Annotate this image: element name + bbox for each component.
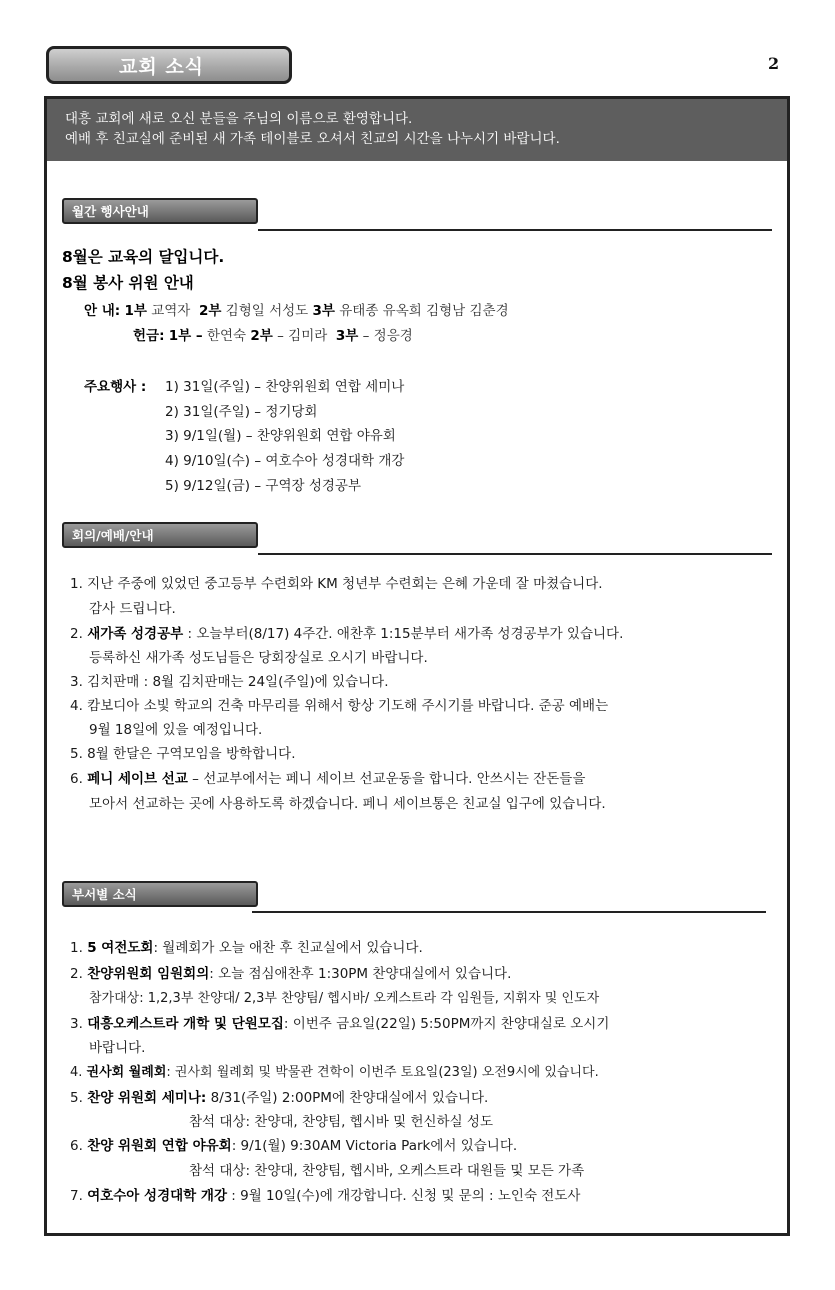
dept-item-1-num: 1. xyxy=(70,940,83,956)
welcome-line-2: 예배 후 친교실에 준비된 새 가족 테이블로 오셔서 친교의 시간을 나누시기 바랍니다. xyxy=(65,131,560,147)
dept-item-6-text: : 9/1(월) 9:30AM Victoria Park에서 있습니다. xyxy=(231,1138,518,1154)
dept-item-3-cont: 바랍니다. xyxy=(89,1040,146,1056)
meeting-item-4-cont: 9월 18일에 있을 예정입니다. xyxy=(89,722,263,738)
dept-item-1-title: 5 여전도회 xyxy=(87,940,154,956)
meeting-item-3: 3. 김치판매 : 8월 김치판매는 24일(주일)에 있습니다. xyxy=(70,674,389,690)
offering-p2-label: 2부 xyxy=(250,328,273,344)
dept-item-1-text: : 월례회가 오늘 애찬 후 친교실에서 있습니다. xyxy=(153,940,423,956)
dept-item-4-num: 4. xyxy=(70,1065,83,1080)
dept-item-5 xyxy=(70,1086,488,1106)
event-item: 1) 31일(주일) – 찬양위원회 연합 세미나 xyxy=(165,379,405,395)
meeting-item-2-num: 2. xyxy=(70,626,83,642)
dept-item-7 xyxy=(70,1184,580,1204)
event-item: 4) 9/10일(수) – 여호수아 성경대학 개강 xyxy=(165,453,405,469)
welcome-banner xyxy=(47,99,787,161)
meeting-item-1-cont: 감사 드립니다. xyxy=(89,601,176,617)
event-item: 3) 9/1일(월) – 찬양위원회 연합 야유회 xyxy=(165,428,396,444)
meeting-item-2-cont: 등록하신 새가족 성도님들은 당회장실로 오시기 바랍니다. xyxy=(89,650,428,666)
page-title: 교회 소식 xyxy=(46,46,292,84)
dept-item-5-title: 찬양 위원회 세미나: xyxy=(87,1090,207,1106)
meeting-item-6-title: 페니 세이브 선교 xyxy=(87,771,188,787)
section-heading-departments: 부서별 소식 xyxy=(62,881,258,907)
dept-item-6-num: 6. xyxy=(70,1138,83,1154)
usher-p2-names: 김형일 서성도 xyxy=(225,303,309,319)
meeting-item-6-text: – 선교부에서는 페니 세이브 선교운동을 합니다. 안쓰시는 잔돈들을 xyxy=(192,771,586,787)
dept-item-5-cont: 참석 대상: 찬양대, 찬양팀, 헵시바 및 헌신하실 성도 xyxy=(189,1114,493,1130)
dept-item-3-title: 대흥오케스트라 개학 및 단원모집 xyxy=(87,1016,284,1032)
dept-item-1 xyxy=(70,936,423,956)
usher-label: 안 내: xyxy=(84,303,121,319)
meeting-item-2 xyxy=(70,622,623,642)
event-item: 5) 9/12일(금) – 구역장 성경공부 xyxy=(165,478,361,494)
meeting-item-5: 5. 8월 한달은 구역모임을 방학합니다. xyxy=(70,746,296,762)
events-label: 주요행사 : xyxy=(84,379,147,395)
dept-item-5-text: 8/31(주일) 2:00PM에 찬양대실에서 있습니다. xyxy=(210,1090,489,1106)
section-heading-monthly: 월간 행사안내 xyxy=(62,198,258,224)
event-item: 2) 31일(주일) – 정기당회 xyxy=(165,404,318,420)
dept-item-2-text: : 오늘 점심애찬후 1:30PM 찬양대실에서 있습니다. xyxy=(209,966,512,982)
usher-p2-label: 2부 xyxy=(198,303,222,319)
dept-item-2-title: 찬양위원회 임원회의 xyxy=(87,966,210,982)
dept-item-4-text: : 권사회 월례회 및 박물관 견학이 이번주 토요일(23일) 오전9시에 있습니다. xyxy=(166,1065,599,1080)
offering-row xyxy=(133,324,413,344)
dept-item-2-num: 2. xyxy=(70,966,83,982)
meeting-item-6 xyxy=(70,767,585,787)
meeting-item-2-title: 새가족 성경공부 xyxy=(87,626,184,642)
welcome-line-1: 대흥 교회에 새로 오신 분들을 주님의 이름으로 환영합니다. xyxy=(65,111,413,127)
dept-item-4-title: 권사회 월례회 xyxy=(86,1065,167,1080)
usher-p3-names: 유태종 유옥희 김형남 김춘경 xyxy=(339,303,509,319)
page-number: 2 xyxy=(768,54,780,73)
dept-item-3-text: : 이번주 금요일(22일) 5:50PM까지 찬양대실로 오시기 xyxy=(283,1016,610,1032)
meeting-item-2-text: : 오늘부터(8/17) 4주간. 애찬후 1:15분부터 새가족 성경공부가 있습니다. xyxy=(187,626,624,642)
section-rule xyxy=(258,553,772,555)
dept-item-2 xyxy=(70,962,511,982)
dept-item-3 xyxy=(70,1012,609,1032)
offering-p3-label: 3부 xyxy=(335,328,359,344)
offering-p1-names: 한연숙 xyxy=(206,328,247,344)
volunteers-title: 8월 봉사 위원 안내 xyxy=(62,274,194,292)
dept-item-2-cont: 참가대상: 1,2,3부 찬양대/ 2,3부 찬양팀/ 헵시바/ 오케스트라 각 임원들, 지휘자 및 인도자 xyxy=(89,991,600,1006)
dept-item-6-cont: 참석 대상: 찬양대, 찬양팀, 헵시바, 오케스트라 대원들 및 모든 가족 xyxy=(189,1163,585,1179)
usher-row xyxy=(84,299,509,319)
usher-p1-names: 교역자 xyxy=(151,303,191,319)
usher-p3-label: 3부 xyxy=(312,303,335,319)
dept-item-5-num: 5. xyxy=(70,1090,83,1106)
offering-p1-label: 1부 – xyxy=(168,328,203,344)
dept-item-3-num: 3. xyxy=(70,1016,83,1032)
dept-item-6 xyxy=(70,1134,517,1154)
section-rule xyxy=(252,911,766,913)
month-theme: 8월은 교육의 달입니다. xyxy=(62,248,225,266)
dept-item-7-text: : 9월 10일(수)에 개강합니다. 신청 및 문의 : 노인숙 전도사 xyxy=(231,1188,581,1204)
dept-item-6-title: 찬양 위원회 연합 야유회 xyxy=(87,1138,232,1154)
section-rule xyxy=(258,229,772,231)
offering-p2-names: – 김미라 xyxy=(277,328,328,344)
usher-p1-label: 1부 xyxy=(124,303,147,319)
section-heading-meetings: 회의/예배/안내 xyxy=(62,522,258,548)
meeting-item-6-cont: 모아서 선교하는 곳에 사용하도록 하겠습니다. 페니 세이브통은 친교실 입구에 있습니다. xyxy=(89,796,606,812)
meeting-item-1: 1. 지난 주중에 있었던 중고등부 수련회와 KM 청년부 수련회는 은혜 가운데 잘 마쳤습니다. xyxy=(70,576,603,592)
meeting-item-6-num: 6. xyxy=(70,771,83,787)
dept-item-7-title: 여호수아 성경대학 개강 xyxy=(87,1188,227,1204)
dept-item-4 xyxy=(70,1061,599,1080)
dept-item-7-num: 7. xyxy=(70,1188,83,1204)
meeting-item-4: 4. 캄보디아 소빛 학교의 건축 마무리를 위해서 항상 기도해 주시기를 바랍니다. 준공 예배는 xyxy=(70,698,609,714)
offering-p3-names: – 정응경 xyxy=(362,328,413,344)
offering-label: 헌금: xyxy=(133,328,165,344)
